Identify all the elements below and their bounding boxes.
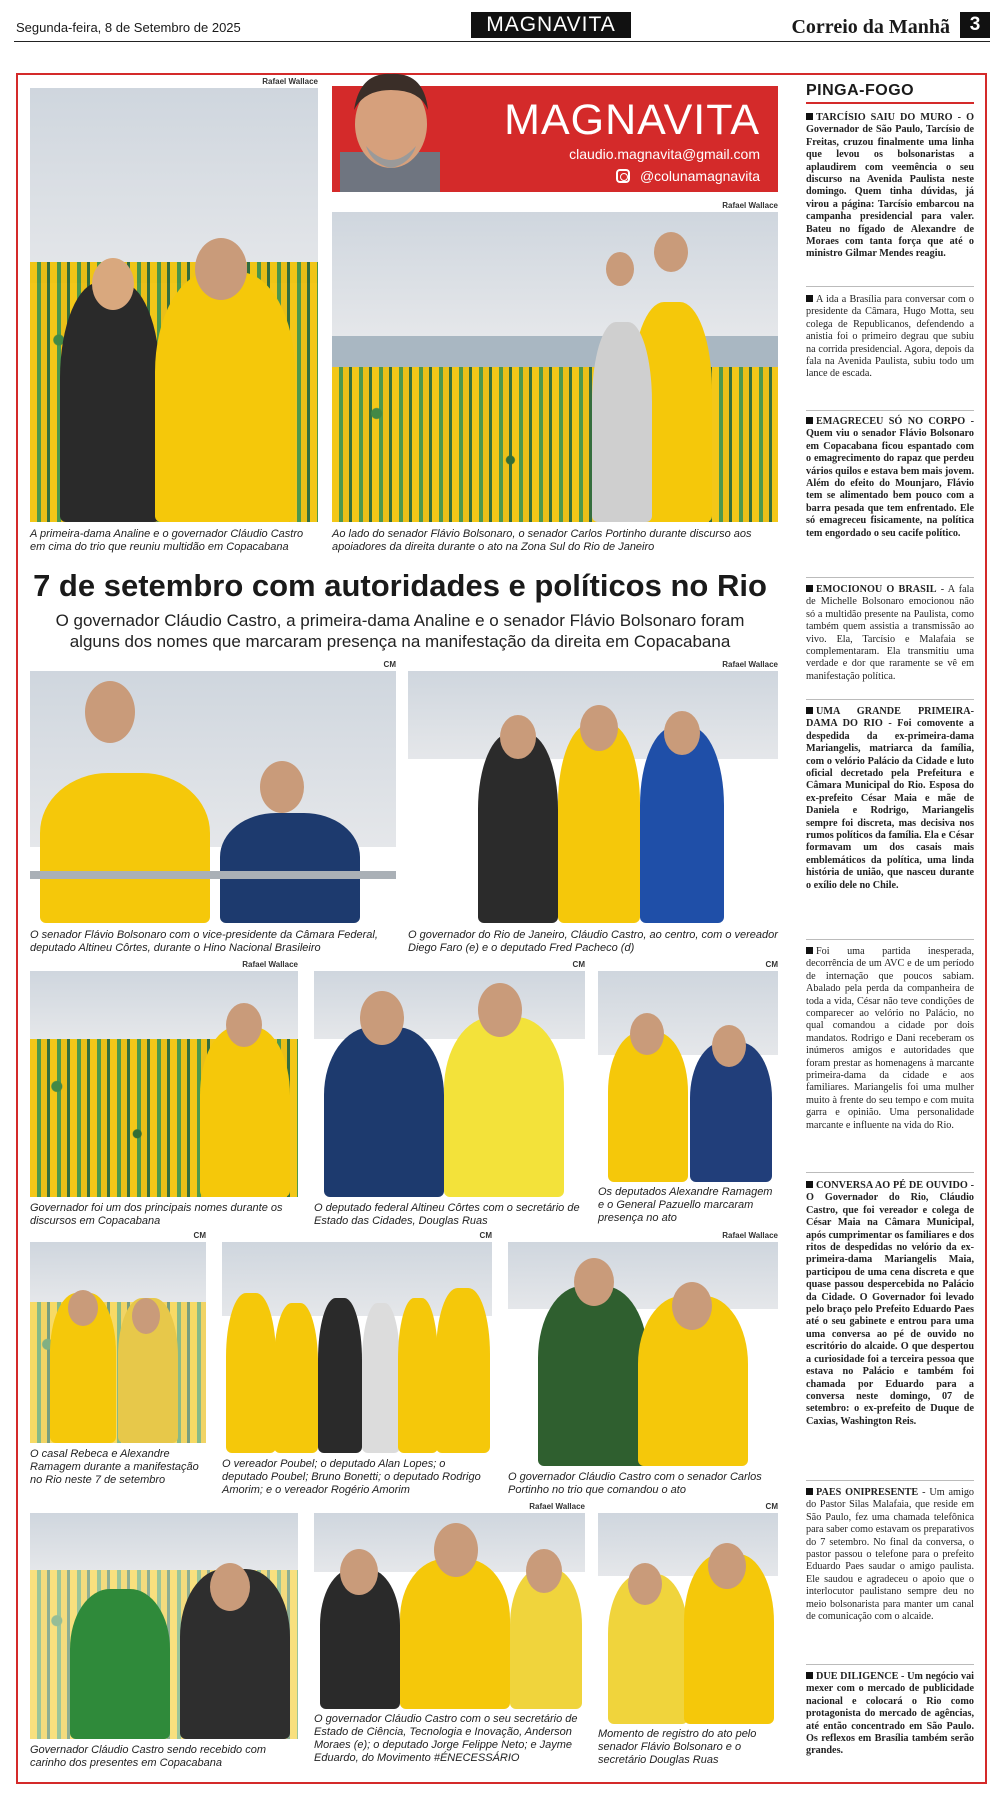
columnist-portrait bbox=[330, 64, 452, 192]
photo-credit: Rafael Wallace bbox=[722, 660, 778, 669]
photo-caption: O vereador Poubel; o deputado Alan Lopes; o deputado Poubel; Bruno Bonetti; o deputado Rodrigo Amorim; e o vereador Rogério Amorim bbox=[222, 1458, 481, 1496]
photo-credit: CM bbox=[383, 660, 396, 669]
divider bbox=[806, 699, 974, 700]
photo-caption: A primeira-dama Analine e o governador Cláudio Castro em cima do trio que reuniu multidão em Copacabana bbox=[30, 528, 304, 553]
columnist-banner bbox=[332, 86, 778, 192]
subheadline: O governador Cláudio Castro, a primeira-dama Analine e o senador Flávio Bolsonaro foram alguns dos nomes que marcaram presença na manifestação da direita em Copacabana bbox=[55, 611, 745, 651]
note-brasilia: A ida a Brasília para conversar com o presidente da Câmara, Hugo Motta, seu colega de Republicanos, defendendo a anistia foi o primeiro degrau que subiu na corrida presidencial. Agora, depois da fala na Avenida Paulista, subiu todo um lance de escada. bbox=[806, 294, 974, 380]
photo-flavio-altineu bbox=[30, 671, 396, 923]
headline: 7 de setembro com autoridades e políticos no Rio bbox=[33, 568, 767, 603]
divider bbox=[806, 410, 974, 411]
photo-caption: O senador Flávio Bolsonaro com o vice-presidente da Câmara Federal, deputado Altineu Côrtes, durante o Hino Nacional Brasileiro bbox=[30, 929, 378, 954]
photo-castro-received bbox=[30, 1513, 298, 1739]
photo-caption: O governador do Rio de Janeiro, Cláudio Castro, ao centro, com o vereador Diego Faro (e) e o deputado Fred Pacheco (d) bbox=[408, 929, 778, 954]
divider bbox=[806, 286, 974, 287]
edition-date: Segunda-feira, 8 de Setembro de 2025 bbox=[16, 20, 241, 35]
newspaper-name: Correio da Manhã bbox=[791, 16, 950, 38]
columnist-email[interactable]: claudio.magnavita@gmail.com bbox=[569, 146, 760, 162]
photo-portinho-flavio bbox=[332, 212, 778, 522]
section-label: MAGNAVITA bbox=[471, 12, 631, 38]
photo-castro-moraes bbox=[314, 1513, 585, 1709]
columnist-instagram[interactable] bbox=[616, 168, 760, 184]
divider bbox=[806, 1480, 974, 1481]
note-conversa: CONVERSA AO PÉ DE OUVIDO - O Governador do Rio, Cláudio Castro, que foi vereador e colega de César Maia na Câmara Municipal, após cumprimentar os familiares e dos ritos de despedidas no velório da ex-primeira-dama Mariangelis Maia, participou de uma cena discreta e que quase passou despercebida no Palácio da Cidade. O Governador foi levado pelo braço pelo Prefeito Eduardo Paes até o seu gabinete e entrou para uma uma conversa ao pé de ouvido no escritório do alcaide. O que despertou a curiosidade foi a terceira pessoa que estava no Palácio e também foi chamada por Eduardo para a conversa neste domingo, 07 de setembro: o ex-prefeito de Duque de Caxias, Washington Reis. bbox=[806, 1180, 974, 1427]
note-paes: PAES ONIPRESENTE - Um amigo do Pastor Silas Malafaia, que reside em São Paulo, fez uma chamada telefônica para saber como estavam os preparativos do 7 setembro. No final da conversa, o pastor passou o telefone para o prefeito Eduardo Paes saudar o amigo paulista. Ele saudou e agradeceu o apoio que o interlocutor paulistano sempre deu no meio bolsonarista para manter um canal de comunicação com o alcaide. bbox=[806, 1487, 975, 1623]
note-emocionou: EMOCIONOU O BRASIL - A fala de Michelle Bolsonaro emocionou não só a multidão presente na Paulista, como também quem assistia a transmissão ao vivo. Ela, Tarcísio e Malafaia se complementaram. Ela transmitiu uma verdade e dor que raramente se vê em manifestação política. bbox=[806, 584, 975, 682]
photo-credit: Rafael Wallace bbox=[529, 1502, 585, 1511]
photo-caption: Governador foi um dos principais nomes durante os discursos em Copacabana bbox=[30, 1202, 283, 1227]
photo-credit: CM bbox=[765, 960, 778, 969]
photo-caption: Ao lado do senador Flávio Bolsonaro, o senador Carlos Portinho durante discurso aos apoiadores da direita durante o ato na Zona Sul do Rio de Janeiro bbox=[332, 528, 752, 553]
photo-credit: Rafael Wallace bbox=[722, 201, 778, 210]
photo-castro-portinho-trio bbox=[508, 1242, 778, 1466]
photo-castro-faro-pacheco bbox=[408, 671, 778, 923]
note-primeira-dama: UMA GRANDE PRIMEIRA-DAMA DO RIO - Foi comovente a despedida da ex-primeira-dama Mariangelis, matriarca da família, com o velório Palácio da Cidade e luto oficial decretado pela Prefeitura e Câmara Municipal do Rio. Esposa do ex-prefeito César Maia e mãe de Daniela e Rodrigo, Mariangelis sempre foi discreta, mas decisiva nos rumos políticos da família. Ela e César formavam um dos casais mais emblemáticos da política, uma linda história de união, que nasceu durante o exílio dele no Chile. bbox=[806, 706, 974, 891]
photo-credit: CM bbox=[479, 1231, 492, 1240]
divider bbox=[806, 577, 974, 578]
photo-credit: CM bbox=[572, 960, 585, 969]
photo-caption: O deputado federal Altineu Côrtes com o secretário de Estado das Cidades, Douglas Ruas bbox=[314, 1202, 580, 1227]
sidebar-title: PINGA-FOGO bbox=[806, 82, 974, 104]
columnist-name: MAGNAVITA bbox=[504, 96, 760, 144]
note-due-diligence: DUE DILIGENCE - Um negócio vai mexer com o mercado de publicidade nacional e colocará o Rio como protagonista do mercado de agências, até então concentrado em São Paulo. Os reflexos em Brasília também serão grandes. bbox=[806, 1671, 974, 1757]
divider bbox=[806, 1664, 974, 1665]
photo-altineu-ruas bbox=[314, 971, 585, 1197]
photo-caption: Governador Cláudio Castro sendo recebido com carinho dos presentes em Copacabana bbox=[30, 1744, 267, 1769]
photo-castro-speech bbox=[30, 971, 298, 1197]
instagram-icon bbox=[616, 169, 630, 183]
photo-caption: O governador Cláudio Castro com o seu secretário de Estado de Ciência, Tecnologia e Inovação, Anderson Moraes (e); o deputado Jorge Felippe Neto; e Jayme Eduardo, do Movimento #ÉNECESSÁRIO bbox=[314, 1713, 578, 1764]
note-partida: Foi uma partida inesperada, decorrência de um AVC e de um período de internação que poucos sabiam. Abalado pela perda da companheira de toda a vida, César não teve condições de comparecer ao velório no Palácio, no qual comandou a cidade por dois mandatos. Rodrigo e Dani receberam os inúmeros amigos e autoridades que foram prestar as homenagens à marcante primeira-dama da cidade e aos familiares. Mariangelis foi uma mulher muito à frente do seu tempo e com muita garra e opinião. Uma personalidade marcante e influente na vida do Rio. bbox=[806, 946, 974, 1131]
note-emagreceu: EMAGRECEU SÓ NO CORPO - Quem viu o senador Flávio Bolsonaro em Copacabana ficou espantado com o emagrecimento do rapaz que perdeu vários quilos e estava bem mais jovem. Além do efeito do Mounjaro, Flávio tem se alimentado bem pouco com a barra pesada que tem enfrentado. Ele só emagreceu fisicamente, na política tem engordado o seu cacife político. bbox=[806, 416, 974, 539]
photo-caption: Os deputados Alexandre Ramagem e o General Pazuello marcaram presença no ato bbox=[598, 1186, 773, 1224]
photo-poubel-group bbox=[222, 1242, 492, 1453]
instagram-handle: @colunamagnavita bbox=[639, 168, 760, 184]
photo-credit: Rafael Wallace bbox=[242, 960, 298, 969]
page-number: 3 bbox=[960, 12, 990, 38]
note-tarcisio: TARCÍSIO SAIU DO MURO - O Governador de São Paulo, Tarcísio de Freitas, cruzou finalmente uma linha que levou os bolsonaristas a aplaudirem com veemência o seu discurso na Avenida Paulista neste domingo. Quem tinha dúvidas, já virou a página: Tarcísio embarcou na campanha presidencial para valer. Bateu no fígado de Alexandre de Moraes com tanta força que até o ministro Gilmar Mendes reagiu. bbox=[806, 112, 974, 260]
divider bbox=[806, 1172, 974, 1173]
photo-ramagem-pazuello bbox=[598, 971, 778, 1182]
page-header bbox=[14, 12, 990, 42]
photo-rebeca-ramagem bbox=[30, 1242, 206, 1443]
photo-flavio-ruas-selfie bbox=[598, 1513, 778, 1724]
photo-caption: Momento de registro do ato pelo senador Flávio Bolsonaro e o secretário Douglas Ruas bbox=[598, 1728, 757, 1766]
photo-caption: O casal Rebeca e Alexandre Ramagem durante a manifestação no Rio neste 7 de setembro bbox=[30, 1448, 199, 1486]
photo-analine-castro bbox=[30, 88, 318, 522]
photo-credit: CM bbox=[765, 1502, 778, 1511]
divider bbox=[806, 939, 974, 940]
photo-credit: Rafael Wallace bbox=[722, 1231, 778, 1240]
photo-credit: CM bbox=[193, 1231, 206, 1240]
photo-caption: O governador Cláudio Castro com o senador Carlos Portinho no trio que comandou o ato bbox=[508, 1471, 762, 1496]
photo-credit: Rafael Wallace bbox=[262, 77, 318, 86]
